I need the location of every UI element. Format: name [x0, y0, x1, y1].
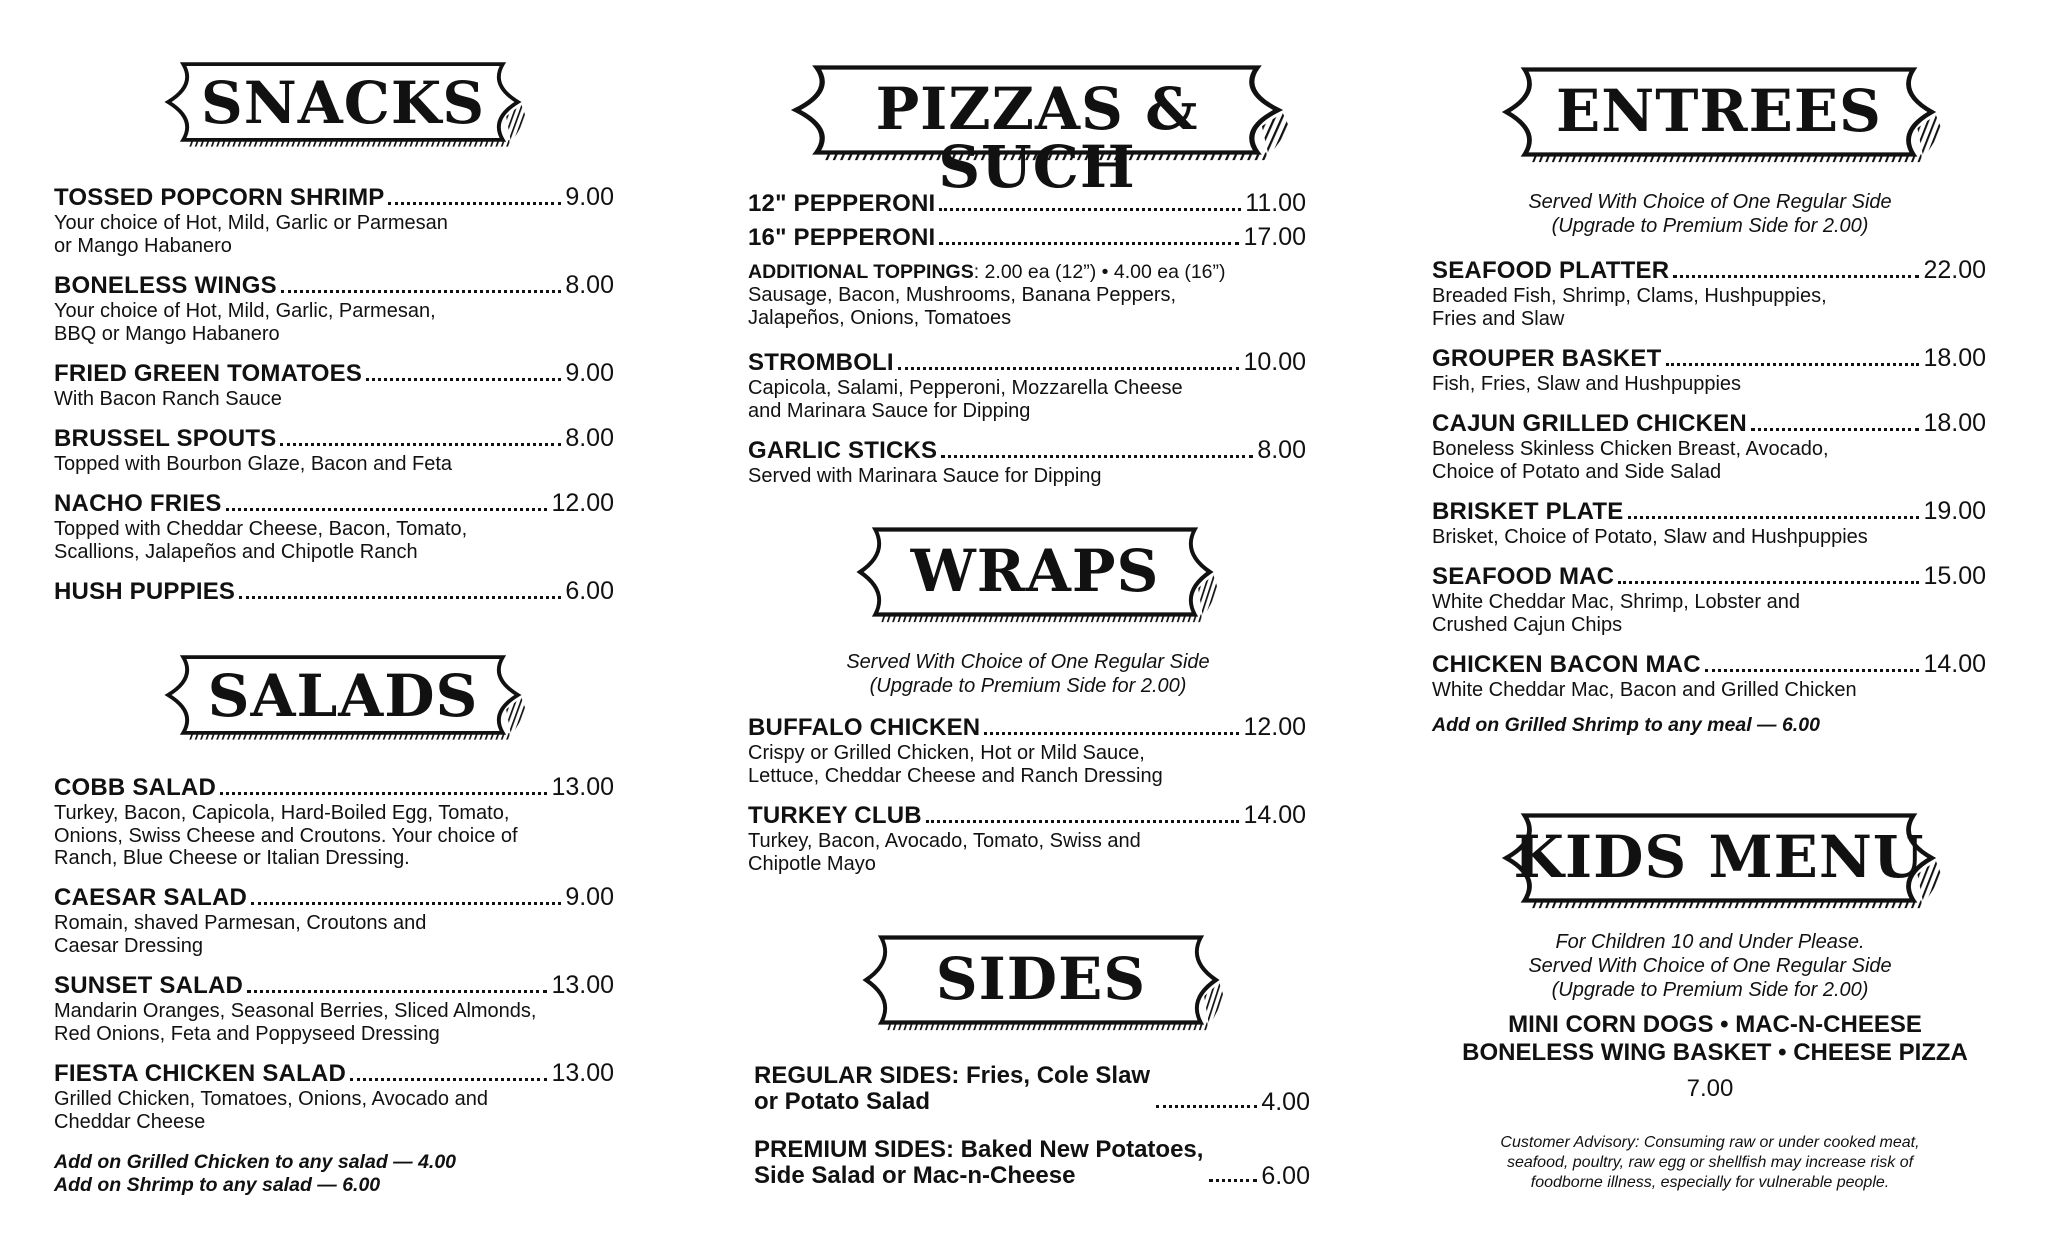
leader-dots [251, 902, 561, 905]
item-price: 6.00 [565, 577, 614, 605]
item-price: 4.00 [1261, 1088, 1310, 1116]
item-price: 18.00 [1923, 344, 1986, 372]
kids-title: KIDS MENU [1513, 823, 1925, 891]
item-name: BUFFALO CHICKEN [748, 714, 981, 741]
item-name: SUNSET SALAD [54, 972, 244, 999]
leader-dots [226, 508, 548, 511]
item-desc: Romain, shaved Parmesan, Croutons and Caesar Dressing [54, 912, 427, 957]
item-price: 13.00 [551, 971, 614, 999]
entrees-addon: Add on Grilled Shrimp to any meal — 6.00 [1432, 714, 1820, 736]
item-price: 13.00 [551, 1059, 614, 1087]
snack-item [54, 271, 614, 345]
leader-dots [280, 443, 561, 446]
item-desc: Your choice of Hot, Mild, Garlic or Parmesan or Mango Habanero [54, 212, 448, 257]
kids-price: 7.00 [1686, 1075, 1734, 1102]
entree-item [1432, 409, 1986, 483]
kids-banner [1494, 806, 1944, 910]
leader-dots [1618, 581, 1919, 584]
leader-dots [984, 732, 1239, 735]
salad-item [54, 773, 614, 870]
item-desc: Capicola, Salami, Pepperoni, Mozzarella Cheese and Marinara Sauce for Dipping [748, 377, 1183, 422]
item-name: STROMBOLI [748, 349, 894, 376]
salad-item [54, 971, 614, 1045]
item-price: 8.00 [1257, 436, 1306, 464]
salad-item [54, 883, 614, 957]
leader-dots [941, 455, 1253, 458]
item-name: SEAFOOD MAC [1432, 563, 1615, 590]
item-name: TOSSED POPCORN SHRIMP [54, 184, 385, 211]
leader-dots [388, 202, 561, 205]
item-name: REGULAR SIDES: Fries, Cole Slaw or Potato Salad [754, 1062, 1151, 1115]
item-price: 9.00 [565, 359, 614, 387]
item-price: 8.00 [565, 271, 614, 299]
leader-dots [220, 792, 547, 795]
kids-list: MINI CORN DOGS • MAC-N-CHEESE BONELESS WING BASKET • CHEESE PIZZA [1462, 1011, 1968, 1066]
snack-item [54, 489, 614, 563]
item-name: GROUPER BASKET [1432, 345, 1662, 372]
item-desc: Breaded Fish, Shrimp, Clams, Hushpuppies, Fries and Slaw [1432, 285, 1827, 330]
snack-item [54, 183, 614, 257]
toppings-prices: : 2.00 ea (12”) • 4.00 ea (16”) [973, 261, 1226, 283]
item-desc: Mandarin Oranges, Seasonal Berries, Sliced Almonds, Red Onions, Feta and Poppyseed Dressing [54, 1000, 537, 1045]
entrees-note: Served With Choice of One Regular Side (Upgrade to Premium Side for 2.00) [1528, 191, 1892, 237]
item-name: FIESTA CHICKEN SALAD [54, 1060, 346, 1087]
pizza-item [748, 189, 1306, 218]
item-desc: Grilled Chicken, Tomatoes, Onions, Avocado and Cheddar Cheese [54, 1088, 488, 1133]
item-price: 17.00 [1243, 223, 1306, 251]
item-price: 22.00 [1923, 256, 1986, 284]
pizza-item [748, 223, 1306, 252]
pizza-item [748, 436, 1306, 488]
item-desc: White Cheddar Mac, Bacon and Grilled Chicken [1432, 679, 1857, 701]
item-desc: Served with Marinara Sauce for Dipping [748, 465, 1102, 487]
kids-note: For Children 10 and Under Please. Served With Choice of One Regular Side (Upgrade to Premium Side for 2.00) [1528, 931, 1892, 1001]
item-name: BRUSSEL SPOUTS [54, 425, 277, 452]
leader-dots [939, 242, 1239, 245]
leader-dots [239, 596, 561, 599]
toppings [748, 261, 1308, 329]
item-price: 9.00 [565, 183, 614, 211]
item-desc: White Cheddar Mac, Shrimp, Lobster and Crushed Cajun Chips [1432, 591, 1800, 636]
item-name: SEAFOOD PLATTER [1432, 257, 1670, 284]
snack-item [54, 577, 614, 606]
item-name: COBB SALAD [54, 774, 216, 801]
leader-dots [1628, 516, 1920, 519]
item-price: 19.00 [1923, 497, 1986, 525]
item-name: CAJUN GRILLED CHICKEN [1432, 410, 1747, 437]
leader-dots [1666, 363, 1920, 366]
item-name: HUSH PUPPIES [54, 578, 236, 605]
item-price: 12.00 [1243, 713, 1306, 741]
sides-banner [856, 928, 1226, 1032]
toppings-list: Sausage, Bacon, Mushrooms, Banana Peppers, Jalapeños, Onions, Tomatoes [748, 284, 1177, 329]
entrees-title: ENTREES [1556, 77, 1882, 145]
item-desc: Your choice of Hot, Mild, Garlic, Parmesan, BBQ or Mango Habanero [54, 300, 436, 345]
item-desc: Boneless Skinless Chicken Breast, Avocado, Choice of Potato and Side Salad [1432, 438, 1829, 483]
wraps-title: WRAPS [910, 537, 1160, 605]
sides-title: SIDES [935, 945, 1147, 1013]
wraps-banner [850, 520, 1220, 624]
leader-dots [1156, 1105, 1257, 1108]
item-desc: Turkey, Bacon, Avocado, Tomato, Swiss and Chipotle Mayo [748, 830, 1141, 875]
item-name: BRISKET PLATE [1432, 498, 1624, 525]
leader-dots [1751, 428, 1920, 431]
leader-dots [926, 820, 1240, 823]
item-name: CAESAR SALAD [54, 884, 248, 911]
snack-item [54, 424, 614, 476]
item-name: FRIED GREEN TOMATOES [54, 360, 363, 387]
item-name: 12" PEPPERONI [748, 190, 936, 217]
item-price: 18.00 [1923, 409, 1986, 437]
leader-dots [281, 290, 562, 293]
item-name: PREMIUM SIDES: Baked New Potatoes, Side Salad or Mac-n-Cheese [754, 1136, 1204, 1189]
snacks-banner [158, 52, 528, 152]
customer-advisory: Customer Advisory: Consuming raw or under cooked meat, seafood, poultry, raw egg or shellfish may increase risk of foodborne illness, especially for vulnerable people. [1500, 1134, 1920, 1191]
item-price: 6.00 [1261, 1162, 1310, 1190]
item-desc: Turkey, Bacon, Capicola, Hard-Boiled Egg, Tomato, Onions, Swiss Cheese and Croutons. Your choice of Ranch, Blue Cheese or Italian Dressing. [54, 802, 518, 869]
pizzas-title: PIZZAS & SUCH [875, 75, 1199, 201]
salads-banner [158, 645, 528, 745]
item-name: GARLIC STICKS [748, 437, 938, 464]
salad-item [54, 1059, 614, 1133]
leader-dots [939, 208, 1241, 211]
wrap-item [748, 801, 1306, 875]
item-name: NACHO FRIES [54, 490, 222, 517]
item-name: TURKEY CLUB [748, 802, 922, 829]
toppings-heading: ADDITIONAL TOPPINGS [748, 261, 974, 283]
salad-addon: Add on Grilled Chicken to any salad — 4.00 Add on Shrimp to any salad — 6.00 [54, 1151, 457, 1196]
leader-dots [350, 1078, 547, 1081]
sides-item [754, 1137, 1310, 1189]
item-name: BONELESS WINGS [54, 272, 277, 299]
pizzas-banner [782, 58, 1292, 201]
leader-dots [247, 990, 547, 993]
item-price: 14.00 [1243, 801, 1306, 829]
wraps-note: Served With Choice of One Regular Side (Upgrade to Premium Side for 2.00) [846, 651, 1210, 697]
item-price: 13.00 [551, 773, 614, 801]
item-desc: Brisket, Choice of Potato, Slaw and Hushpuppies [1432, 526, 1868, 548]
leader-dots [1673, 275, 1919, 278]
item-desc: Topped with Cheddar Cheese, Bacon, Tomato, Scallions, Jalapeños and Chipotle Ranch [54, 518, 468, 563]
item-price: 15.00 [1923, 562, 1986, 590]
item-desc: Topped with Bourbon Glaze, Bacon and Feta [54, 453, 453, 475]
item-desc: Fish, Fries, Slaw and Hushpuppies [1432, 373, 1742, 395]
leader-dots [1209, 1179, 1257, 1182]
salads-title: SALADS [207, 662, 479, 730]
wrap-item [748, 713, 1306, 787]
snack-item [54, 359, 614, 411]
item-price: 14.00 [1923, 650, 1986, 678]
entree-item [1432, 562, 1986, 636]
item-desc: Crispy or Grilled Chicken, Hot or Mild Sauce, Lettuce, Cheddar Cheese and Ranch Dressing [748, 742, 1163, 787]
snacks-title: SNACKS [200, 69, 486, 137]
leader-dots [366, 378, 561, 381]
entree-item [1432, 256, 1986, 330]
pizza-item [748, 348, 1306, 422]
item-price: 10.00 [1243, 348, 1306, 376]
entree-item [1432, 344, 1986, 396]
leader-dots [898, 367, 1240, 370]
item-price: 12.00 [551, 489, 614, 517]
item-name: CHICKEN BACON MAC [1432, 651, 1701, 678]
item-price: 9.00 [565, 883, 614, 911]
entree-item [1432, 650, 1986, 702]
item-price: 8.00 [565, 424, 614, 452]
leader-dots [1705, 669, 1920, 672]
item-desc: With Bacon Ranch Sauce [54, 388, 282, 410]
entree-item [1432, 497, 1986, 549]
item-price: 11.00 [1245, 189, 1306, 217]
sides-item [754, 1063, 1310, 1115]
item-name: 16" PEPPERONI [748, 224, 936, 251]
entrees-banner [1494, 60, 1944, 164]
